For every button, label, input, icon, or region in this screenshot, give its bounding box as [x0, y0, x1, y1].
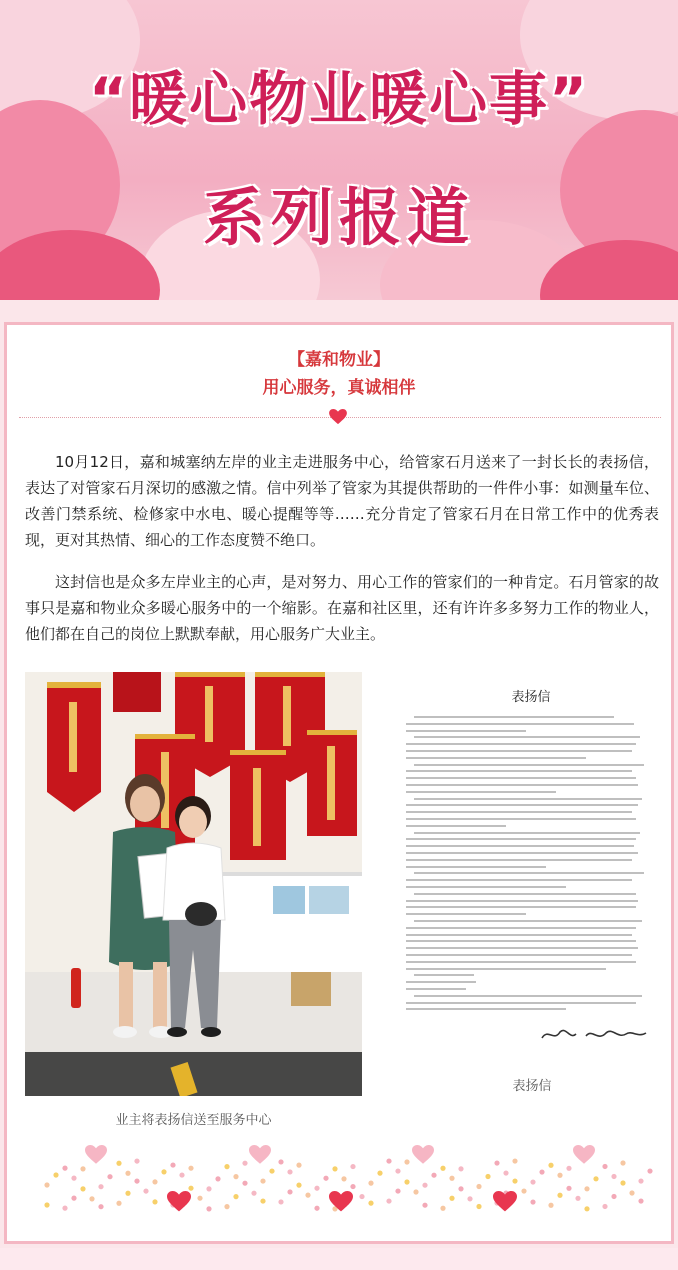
decor-dot	[206, 1186, 211, 1191]
letter-line	[406, 791, 556, 793]
decor-dot	[143, 1188, 148, 1193]
decor-dot	[224, 1164, 229, 1169]
decor-dot	[269, 1168, 274, 1173]
decor-dot	[647, 1168, 652, 1173]
decor-dot	[602, 1204, 607, 1209]
decor-dot	[449, 1196, 454, 1201]
decor-dot	[323, 1176, 328, 1181]
decor-dot	[116, 1161, 121, 1166]
decor-dot	[44, 1202, 49, 1207]
decor-dot	[305, 1193, 310, 1198]
decor-dot	[80, 1166, 85, 1171]
decor-dot	[134, 1178, 139, 1183]
decor-dot	[584, 1206, 589, 1211]
decor-dot	[134, 1158, 139, 1163]
decor-dot	[512, 1178, 517, 1183]
letter-line	[406, 770, 632, 772]
decor-dot	[260, 1198, 265, 1203]
decor-dot	[287, 1169, 292, 1174]
decor-dot	[350, 1164, 355, 1169]
decor-dot	[233, 1174, 238, 1179]
letter-line	[406, 1002, 636, 1004]
decor-dot	[125, 1191, 130, 1196]
decor-dot	[233, 1194, 238, 1199]
decor-dot	[485, 1174, 490, 1179]
letter-line	[406, 900, 638, 902]
letter-line	[406, 1008, 566, 1010]
decor-dot	[539, 1169, 544, 1174]
decor-dot	[611, 1174, 616, 1179]
letter-line	[406, 743, 636, 745]
letter-line	[406, 730, 526, 732]
decor-dot	[557, 1193, 562, 1198]
decor-dot	[395, 1168, 400, 1173]
decor-dot	[638, 1178, 643, 1183]
decor-dot	[593, 1176, 598, 1181]
decor-dot	[377, 1171, 382, 1176]
slogan-heading: 用心服务，真诚相伴	[262, 378, 416, 398]
heart-icon	[412, 1145, 434, 1164]
heart-icon	[573, 1145, 595, 1164]
decor-dot	[242, 1181, 247, 1186]
decor-dot	[521, 1188, 526, 1193]
letter-line	[406, 852, 638, 854]
letter-caption: 表扬信	[512, 1079, 552, 1094]
decor-dot	[98, 1204, 103, 1209]
decor-dot	[62, 1166, 67, 1171]
letter-line	[406, 750, 632, 752]
letter-line	[406, 968, 606, 970]
decor-dot	[296, 1183, 301, 1188]
decor-dot	[530, 1179, 535, 1184]
decor-dot	[125, 1171, 130, 1176]
decor-dot	[215, 1176, 220, 1181]
decor-dot	[314, 1186, 319, 1191]
decor-dot	[548, 1203, 553, 1208]
decor-dot	[188, 1186, 193, 1191]
decor-dot	[341, 1176, 346, 1181]
decor-dot	[503, 1170, 508, 1175]
decor-dot	[620, 1160, 625, 1165]
decor-dot	[413, 1189, 418, 1194]
decor-dot	[107, 1174, 112, 1179]
company-heading: 【嘉和物业】	[288, 350, 390, 370]
decor-dot	[386, 1158, 391, 1163]
letter-line	[406, 906, 636, 908]
letter-title: 表扬信	[511, 690, 551, 705]
letter-line	[414, 716, 614, 718]
letter-line	[414, 764, 644, 766]
letter-line	[414, 832, 640, 834]
decor-dot	[395, 1188, 400, 1193]
banner-title-line2: 系列报道	[202, 181, 475, 254]
letter-line	[406, 927, 636, 929]
signature-mark	[540, 1024, 650, 1046]
decor-dot	[467, 1196, 472, 1201]
letter-line	[406, 777, 636, 779]
article-card	[4, 322, 674, 1244]
decor-dot	[152, 1179, 157, 1184]
decor-dot	[638, 1198, 643, 1203]
decor-dot	[278, 1159, 283, 1164]
decor-dot	[368, 1181, 373, 1186]
heart-icon	[329, 409, 347, 425]
heart-dot-decoration	[7, 1131, 671, 1241]
letter-line	[406, 988, 466, 990]
decor-dot	[197, 1196, 202, 1201]
decor-dot	[116, 1201, 121, 1206]
decor-dot	[476, 1184, 481, 1189]
decor-dot	[602, 1164, 607, 1169]
letter-line	[414, 872, 644, 874]
decor-dot	[431, 1173, 436, 1178]
decor-dot	[179, 1172, 184, 1177]
decor-dot	[611, 1194, 616, 1199]
decor-dot	[422, 1203, 427, 1208]
letter-line	[406, 838, 636, 840]
decor-dot	[458, 1186, 463, 1191]
decor-dot	[62, 1206, 67, 1211]
letter-line	[406, 723, 634, 725]
letter-line	[406, 811, 632, 813]
decor-dot	[422, 1183, 427, 1188]
decor-dot	[98, 1184, 103, 1189]
decor-dot	[494, 1160, 499, 1165]
letter-line	[406, 784, 638, 786]
letter-line	[406, 757, 586, 759]
letter-line	[406, 947, 638, 949]
decor-dot	[71, 1176, 76, 1181]
decor-dot	[440, 1206, 445, 1211]
letter-line	[414, 920, 642, 922]
letter-line	[406, 818, 636, 820]
decor-dot	[476, 1204, 481, 1209]
decor-dot	[206, 1206, 211, 1211]
decor-dot	[368, 1201, 373, 1206]
decor-dot	[548, 1163, 553, 1168]
decor-dot	[80, 1186, 85, 1191]
letter-line	[406, 934, 632, 936]
letter-line	[406, 913, 526, 915]
letter-line	[406, 804, 638, 806]
decor-dot	[260, 1178, 265, 1183]
letter-line	[406, 886, 566, 888]
decor-dot	[512, 1158, 517, 1163]
letter-line	[406, 961, 636, 963]
letter-line	[406, 825, 506, 827]
header-banner	[0, 0, 678, 300]
article-paragraph: 这封信也是众多左岸业主的心声，是对努力、用心工作的管家们的一种肯定。石月管家的故事只是嘉和物业众多暖心服务中的一个缩影。在嘉和社区里，还有许许多多努力工作的物业人，他们都在自己的岗位上默默奉献，用心服务广大业主。	[25, 573, 659, 643]
decor-dot	[584, 1186, 589, 1191]
decor-dot	[575, 1196, 580, 1201]
letter-line	[406, 940, 636, 942]
decor-dot	[440, 1166, 445, 1171]
decor-dot	[386, 1198, 391, 1203]
letter-line	[414, 893, 636, 895]
decor-dot	[359, 1194, 364, 1199]
bottom-strip	[0, 1248, 678, 1270]
decor-dot	[404, 1159, 409, 1164]
decor-dot	[287, 1189, 292, 1194]
decor-dot	[566, 1166, 571, 1171]
photo-caption: 业主将表扬信送至服务中心	[115, 1113, 272, 1128]
decor-dot	[188, 1166, 193, 1171]
commendation-letter	[400, 672, 662, 1070]
decor-dot	[161, 1169, 166, 1174]
decor-dot	[242, 1161, 247, 1166]
decor-dot	[458, 1166, 463, 1171]
letter-line	[406, 866, 546, 868]
heart-icon	[249, 1145, 271, 1164]
decor-dot	[170, 1162, 175, 1167]
article-paragraph: 10月12日，嘉和城塞纳左岸的业主走进服务中心，给管家石月送来了一封长长的表扬信，表达了对管家石月深切的感激之情。信中列举了管家为其提供帮助的一件件小事：如测量车位、改善门禁系统、检修家中水电、暖心提醒等等……充分肯定了管家石月在日常工作中的优秀表现，更对其热情、细心的工作态度赞不绝口。	[25, 453, 659, 549]
letter-line	[414, 995, 642, 997]
letter-line	[406, 845, 634, 847]
decor-dot	[557, 1173, 562, 1178]
decor-dot	[89, 1196, 94, 1201]
decor-dot	[620, 1180, 625, 1185]
decor-dot	[449, 1176, 454, 1181]
letter-line	[406, 879, 632, 881]
heart-icon	[85, 1145, 107, 1164]
letter-line	[406, 981, 476, 983]
letter-line	[414, 736, 640, 738]
decor-dot	[71, 1196, 76, 1201]
service-center-photo	[25, 672, 362, 1096]
decor-dot	[332, 1166, 337, 1171]
letter-line	[406, 859, 632, 861]
decor-dot	[629, 1190, 634, 1195]
decor-dot	[566, 1186, 571, 1191]
letter-line	[406, 954, 632, 956]
photo-illustration	[25, 672, 362, 1096]
decor-dot	[404, 1179, 409, 1184]
decor-dot	[53, 1172, 58, 1177]
banner-title-line1: “暖心物业暖心事”	[88, 65, 590, 133]
decor-dot	[350, 1184, 355, 1189]
decor-dot	[314, 1206, 319, 1211]
letter-line	[414, 798, 642, 800]
decor-dot	[530, 1199, 535, 1204]
heart-icon	[167, 1191, 191, 1211]
decor-dot	[251, 1191, 256, 1196]
decor-dot	[278, 1199, 283, 1204]
letter-line	[414, 974, 474, 976]
decor-dot	[44, 1182, 49, 1187]
decor-dot	[296, 1163, 301, 1168]
decor-dot	[224, 1204, 229, 1209]
decor-dot	[152, 1199, 157, 1204]
